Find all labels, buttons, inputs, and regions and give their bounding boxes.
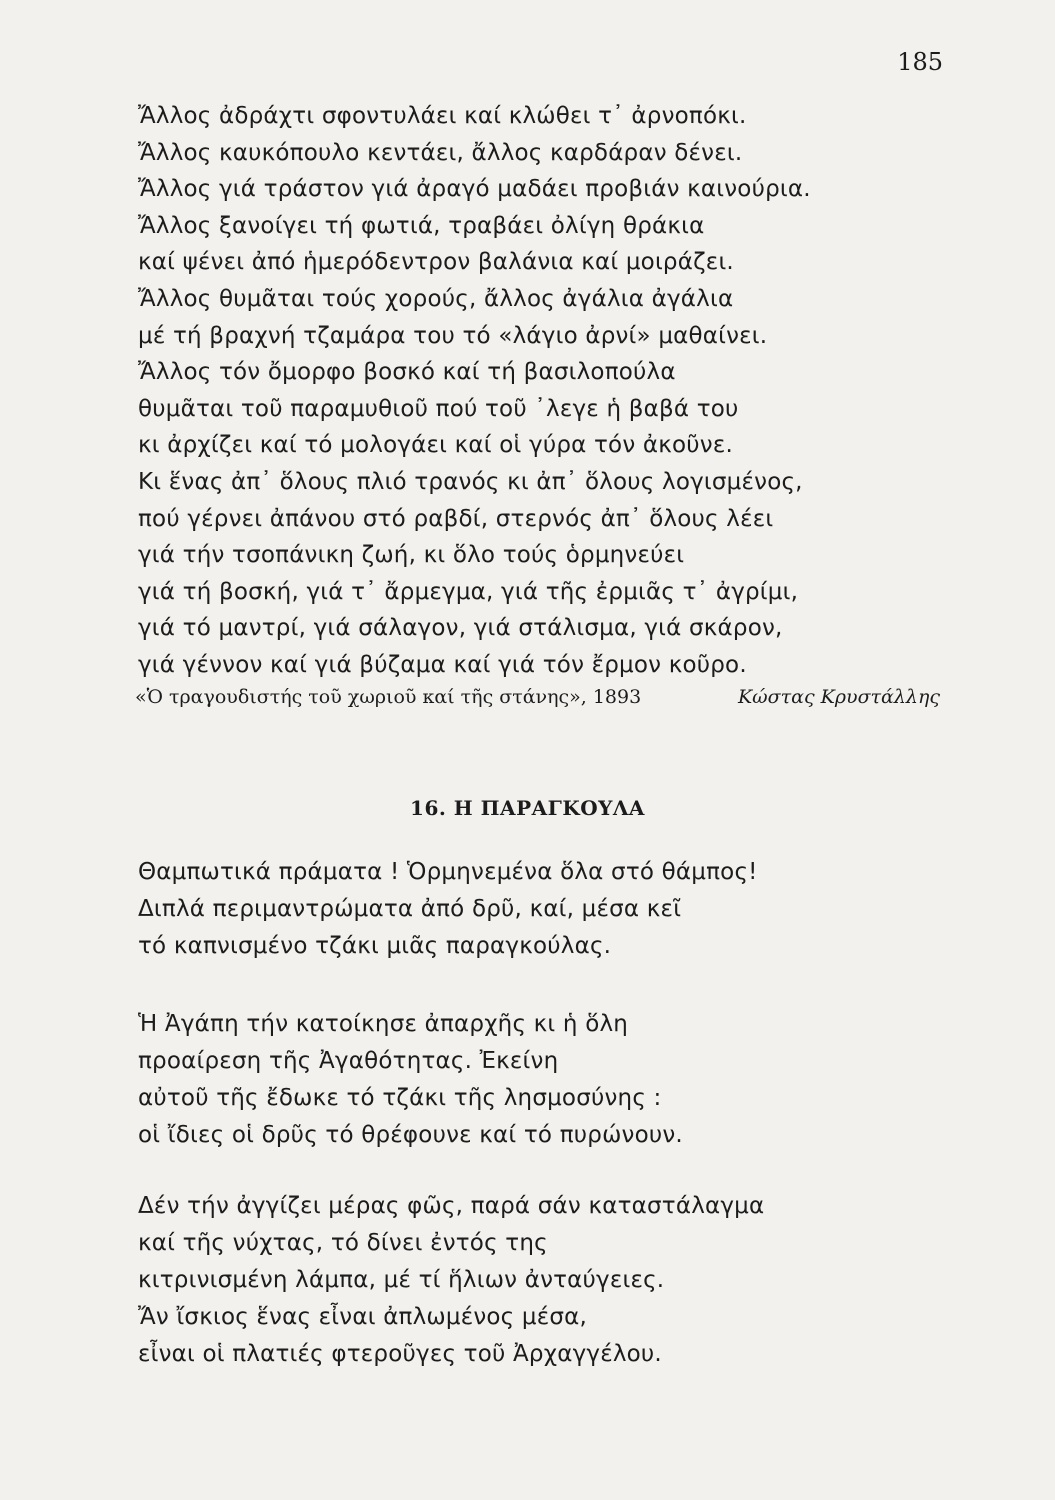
poem-line: Κι ἕνας ἀπ᾽ ὅλους πλιό τρανός κι ἀπ᾽ ὅλους λογισμένος,: [138, 468, 803, 495]
poem-line: Ἄλλος τόν ὄμορφο βοσκό καί τή βασιλοπούλα: [138, 359, 676, 386]
poem-stanza: [138, 1006, 683, 1154]
poem-line: Ἄλλος καυκόπουλο κεντάει, ἄλλος καρδάραν δένει.: [138, 139, 743, 166]
poem-line: κιτρινισμένη λάμπα, μέ τί ἥλιων ἀνταύγειες.: [138, 1267, 665, 1293]
section-title: 16. Η ΠΑΡΑΓΚΟΥΛΑ: [410, 796, 645, 820]
poem-attribution: [135, 686, 940, 708]
poem-line: καί ψένει ἀπό ἡμερόδεντρον βαλάνια καί μοιράζει.: [138, 249, 734, 276]
poem-line: κι ἀρχίζει καί τό μολογάει καί οἱ γύρα τόν ἀκοῦνε.: [138, 432, 733, 459]
poem-stanza: [138, 1188, 764, 1373]
poem-author: Κώστας Κρυστάλλης: [737, 686, 940, 708]
poem-stanza: [138, 854, 758, 965]
poem-line: οἱ ἴδιες οἱ δρῦς τό θρέφουνε καί τό πυρώνουν.: [138, 1122, 683, 1148]
poem-line: Ἄλλος γιά τράστον γιά ἀραγό μαδάει προβιάν καινούρια.: [138, 176, 811, 203]
poem-line: τό καπνισμένο τζάκι μιᾶς παραγκούλας.: [138, 933, 612, 959]
poem-line: γιά τή βοσκή, γιά τ᾽ ἄρμεγμα, γιά τῆς ἐρμιᾶς τ᾽ ἀγρίμι,: [138, 578, 799, 605]
poem-line: Δέν τήν ἀγγίζει μέρας φῶς, παρά σάν καταστάλαγμα: [138, 1193, 765, 1219]
poem-line: μέ τή βραχνή τζαμάρα του τό «λάγιο ἀρνί» μαθαίνει.: [138, 322, 768, 349]
poem-line: Διπλά περιμαντρώματα ἀπό δρῦ, καί, μέσα κεῖ: [138, 896, 682, 922]
poem-line: Ἄλλος ἀδράχτι σφοντυλάει καί κλώθει τ᾽ ἀρνοπόκι.: [138, 103, 747, 129]
poem-line: γιά τήν τσοπάνικη ζωή, κι ὅλο τούς ὁρμηνεύει: [138, 542, 685, 569]
poem-line: γιά τό μαντρί, γιά σάλαγον, γιά στάλισμα, γιά σκάρον,: [138, 615, 783, 642]
poem-line: προαίρεση τῆς Ἀγαθότητας. Ἐκείνη: [138, 1048, 559, 1074]
page-number: 185: [897, 48, 943, 76]
poem-stanza: [138, 98, 811, 684]
poem-line: Θαμπωτικά πράματα ! Ὁρμηνεμένα ὅλα στό θάμπος!: [138, 859, 758, 885]
poem-line: Ἄλλος θυμᾶται τούς χορούς, ἄλλος ἀγάλια ἀγάλια: [138, 285, 734, 312]
poem-line: θυμᾶται τοῦ παραμυθιοῦ πού τοῦ ᾽λεγε ἡ βαβά του: [138, 395, 739, 422]
poem-line: γιά γέννον καί γιά βύζαμα καί γιά τόν ἔρμον κοῦρο.: [138, 651, 747, 678]
poem-source: «Ὁ τραγουδιστής τοῦ χωριοῦ καί τῆς στάνης», 1893: [135, 686, 642, 708]
poem-line: πού γέρνει ἀπάνου στό ραβδί, στερνός ἀπ᾽ ὅλους λέει: [138, 505, 774, 532]
poem-line: αὐτοῦ τῆς ἔδωκε τό τζάκι τῆς λησμοσύνης :: [138, 1085, 662, 1111]
poem-line: Ἡ Ἀγάπη τήν κατοίκησε ἀπαρχῆς κι ἡ ὅλη: [138, 1011, 629, 1037]
poem-line: Ἄλλος ξανοίγει τή φωτιά, τραβάει ὀλίγη θράκια: [138, 212, 705, 239]
poem-line: Ἄν ἴσκιος ἕνας εἶναι ἀπλωμένος μέσα,: [138, 1304, 587, 1330]
poem-line: καί τῆς νύχτας, τό δίνει ἐντός της: [138, 1230, 548, 1256]
poem-line: εἶναι οἱ πλατιές φτεροῦγες τοῦ Ἀρχαγγέλου.: [138, 1341, 662, 1367]
